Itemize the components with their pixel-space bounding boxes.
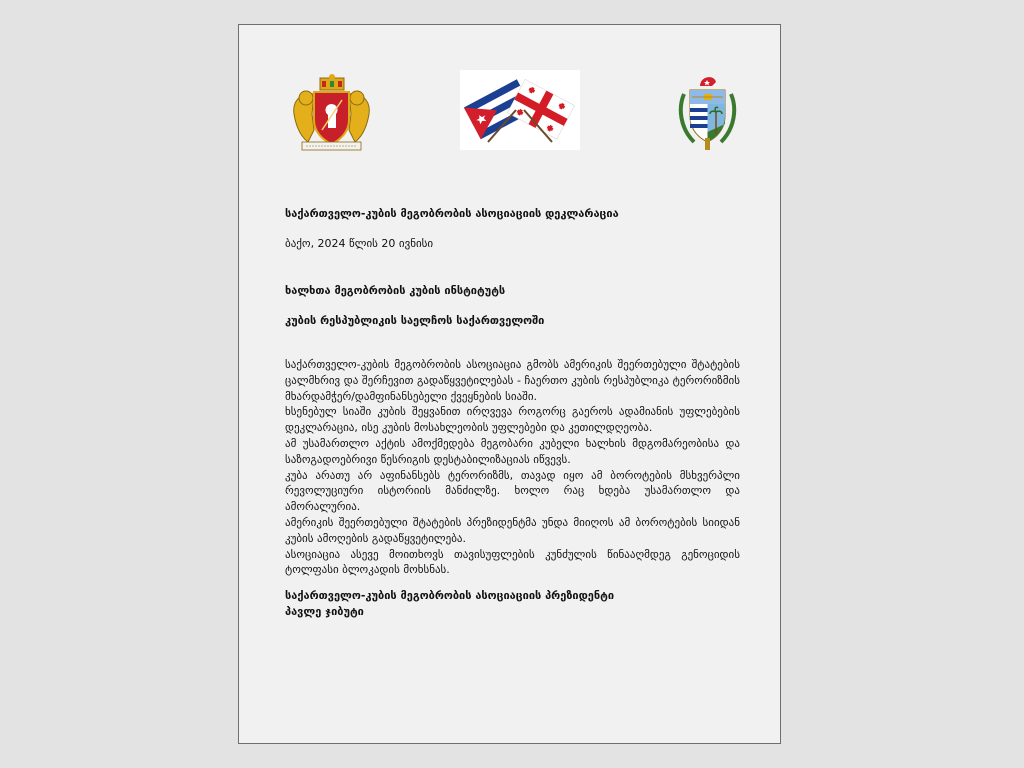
paragraph: ასოციაცია ასევე მოითხოვს თავისუფლების კუნძულის წინააღმდეგ გენოციდის ტოლფასი ბლოკადის მოხსნას. — [285, 547, 740, 577]
recipient-institute: ხალხთა მეგობრობის კუბის ინსტიტუტს — [285, 284, 506, 297]
paragraph: საქართველო-კუბის მეგობრობის ასოციაცია გმობს ამერიკის შეერთებული შტატების ცალმხრივ და შერჩევით გადაწყვეტილებას - ჩაერთო კუბის რესპუბლიკა ტერორიზმის მხარდამჭერ/დამფინანსებელი ქვეყნების სიაში. — [285, 358, 740, 403]
document-title: საქართველო-კუბის მეგობრობის ასოციაციის დეკლარაცია — [285, 207, 619, 220]
lion-icon — [349, 91, 369, 142]
recipient-embassy: კუბის რესპუბლიკის საელჩოს საქართველოში — [285, 314, 545, 327]
paragraph: ამ უსამართლო აქტის ამოქმედება მეგობარი კუბელი ხალხის მდგომარეობისა და საზოგადოებრივი წესრიგის დესტაბილიზაციას იწვევს. — [285, 436, 740, 466]
cuba-coat-of-arms-icon — [670, 72, 745, 152]
signature-organization: საქართველო-კუბის მეგობრობის ასოციაციის პრეზიდენტი — [285, 589, 615, 602]
lion-icon — [294, 91, 314, 142]
signature-name: პავლე ჯიბუტი — [285, 605, 364, 618]
paragraph: ხსენებულ სიაში კუბის შეყვანით ირღვევა როგორც გაეროს ადამიანის უფლებების დეკლარაცია, ისე კუბის მოსახლეობის უფლებები და კეთილდღეობა. — [285, 405, 740, 435]
paragraph: კუბა არათუ არ აფინანსებს ტერორიზმს, თავად იყო ამ ბოროტების მსხვერპლი რევოლუციური ისტორიის მანძილზე. ხოლო რაც ხდება უსამართლო და ამორალურია. — [285, 468, 740, 514]
crown-icon — [320, 74, 344, 90]
dateline: ბაქო, 2024 წლის 20 ივნისი — [285, 237, 434, 250]
crossed-cuba-georgia-flags-icon — [460, 70, 580, 150]
declaration-body — [285, 357, 740, 578]
georgia-coat-of-arms-icon — [284, 74, 379, 152]
paragraph: ამერიკის შეერთებული შტატების პრეზიდენტმა უნდა მიიღოს ამ ბოროტების სიიდან კუბის ამოღების გადაწყვეტილება. — [285, 515, 740, 545]
flags-image — [460, 70, 580, 150]
